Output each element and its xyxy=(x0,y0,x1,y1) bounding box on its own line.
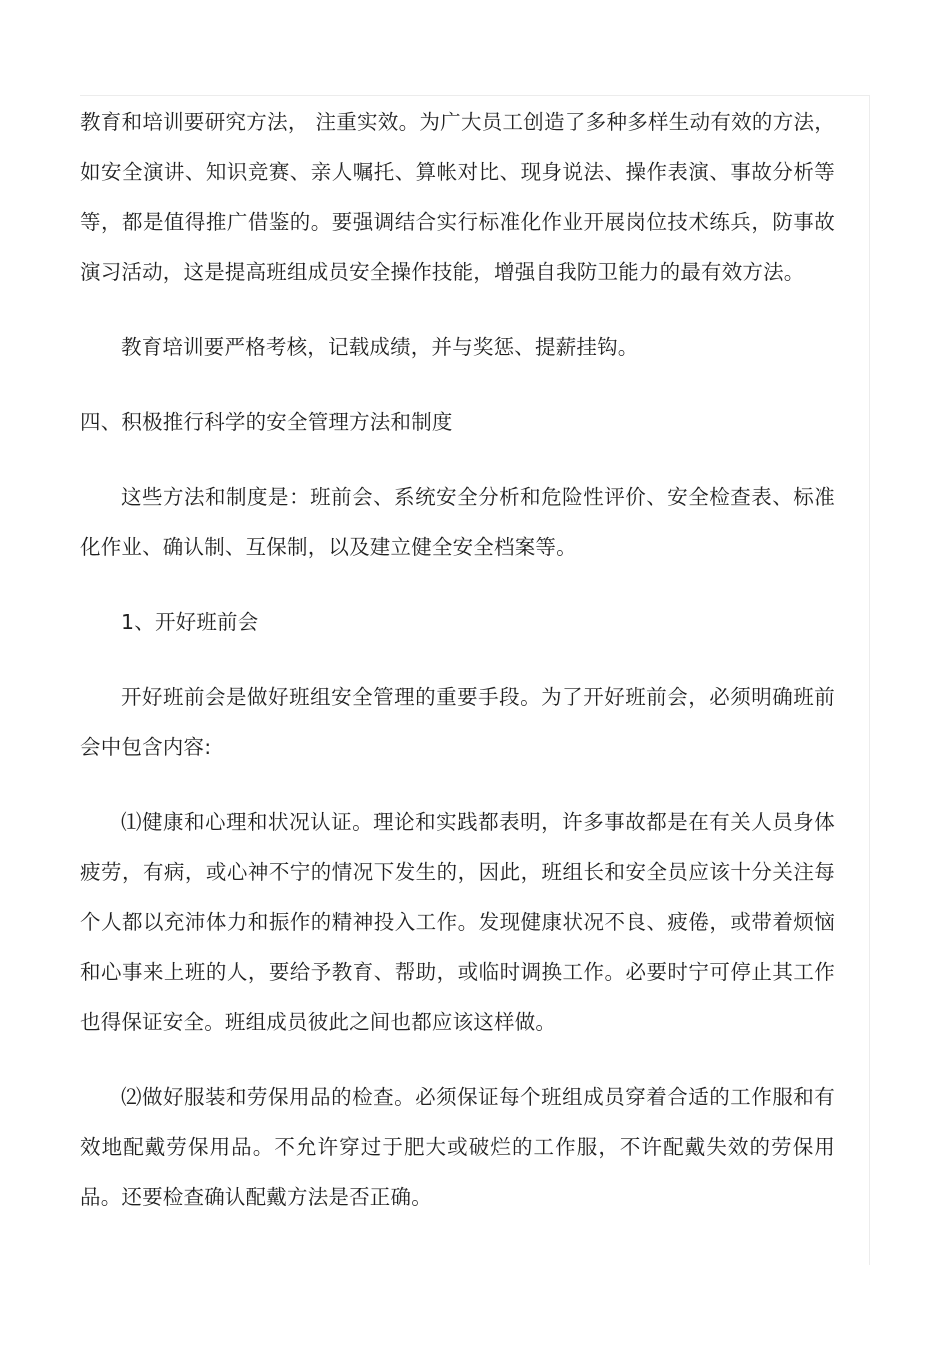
page-border-top xyxy=(80,95,870,96)
subsection-heading-pre-shift-meeting: 1、开好班前会 xyxy=(121,610,259,634)
paragraph-health-check: ⑴健康和心理和状况认证。理论和实践都表明，许多事故都是在有关人员身体疲劳，有病，或心神不宁的情况下发生的，因此，班组长和安全员应该十分关注每个人都以充沛体力和振作的精神投入工作。发现健康状况不良、疲倦，或带着烦恼和心事来上班的人，要给予教育、帮助，或临时调换工作。必要时宁可停止其工作也得保证安全。班组成员彼此之间也都应该这样做。 xyxy=(80,810,835,1034)
paragraph-methods-list: 这些方法和制度是：班前会、系统安全分析和危险性评价、安全检查表、标准化作业、确认制、互保制，以及建立健全安全档案等。 xyxy=(80,485,835,559)
paragraph-training-assessment: 教育培训要严格考核，记载成绩，并与奖惩、提薪挂钩。 xyxy=(121,335,639,359)
document-body xyxy=(80,97,835,1222)
page-border-right xyxy=(869,95,870,1265)
paragraph-training-methods: 教育和培训要研究方法， 注重实效。为广大员工创造了多种多样生动有效的方法，如安全演讲、知识竞赛、亲人嘱托、算帐对比、现身说法、操作表演、事故分析等等，都是值得推广借鉴的。要强调结合实行标准化作业开展岗位技术练兵，防事故演习活动，这是提高班组成员安全操作技能，增强自我防卫能力的最有效方法。 xyxy=(80,110,835,284)
section-heading-4: 四、积极推行科学的安全管理方法和制度 xyxy=(80,410,453,434)
paragraph-clothing-check: ⑵做好服装和劳保用品的检查。必须保证每个班组成员穿着合适的工作服和有效地配戴劳保用品。不允许穿过于肥大或破烂的工作服，不许配戴失效的劳保用品。还要检查确认配戴方法是否正确。 xyxy=(80,1085,835,1209)
paragraph-pre-shift-intro: 开好班前会是做好班组安全管理的重要手段。为了开好班前会，必须明确班前会中包含内容: xyxy=(80,685,835,759)
